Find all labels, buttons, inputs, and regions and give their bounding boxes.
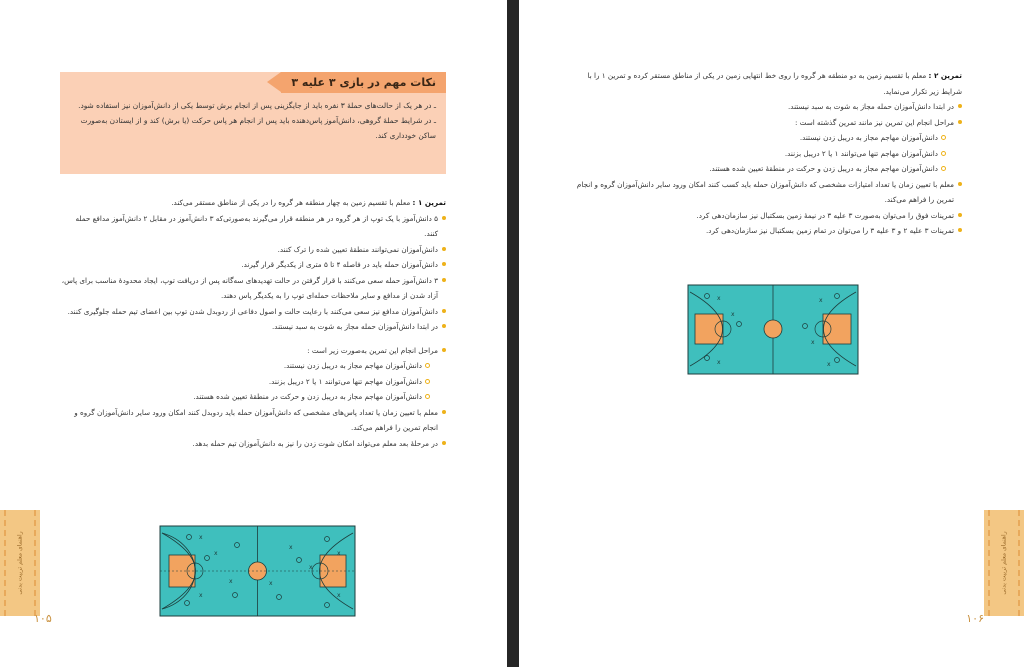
list-item: دانش‌آموزان حمله باید در فاصله ۴ تا ۵ متری از یکدیگر قرار گیرند.: [60, 257, 446, 273]
book-spine: [507, 0, 519, 667]
svg-text:x: x: [229, 578, 233, 585]
svg-text:x: x: [731, 311, 735, 318]
svg-text:x: x: [337, 550, 341, 557]
list-item: دانش‌آموزان مدافع نیز سعی می‌کنند با رعایت حالت و اصول دفاعی از رد‌وبدل شدن توپ بین اعضای تیم حمله جلوگیری کنند.: [60, 304, 446, 320]
list-item: در ابتدا دانش‌آموزان حمله مجاز به شوت به سبد نیستند.: [576, 99, 962, 115]
list-item: معلم با تعیین زمان یا تعداد پاس‌های مشخصی که دانش‌آموزان حمله باید رد‌وبدل کنند امکان ورود سایر دانش‌آموزان گروه و انجام تمرین را فراهم می‌کند.: [60, 405, 446, 436]
side-tab-text: راهنمای معلم تربیت بدنی: [16, 531, 24, 595]
step-item: دانش‌آموزان مهاجم مجاز به دریبل زدن نیستند.: [60, 358, 446, 374]
svg-text:x: x: [717, 295, 721, 302]
page-number: ۱۰۶: [966, 612, 984, 625]
list-item: مراحل انجام این تمرین نیز مانند تمرین گذشته است :: [576, 115, 962, 131]
exercise2-label: تمرین ۲ :: [928, 71, 962, 80]
exercise1-text: [60, 195, 446, 451]
svg-text:x: x: [717, 359, 721, 366]
page-number: ۱۰۵: [34, 612, 52, 625]
list-item: در ابتدا دانش‌آموزان حمله مجاز به شوت به سبد نیستند.: [60, 319, 446, 335]
side-tab: [984, 510, 1024, 616]
list-item: ۵ دانش‌آموز با یک توپ از هر گروه در هر منطقه قرار می‌گیرند به‌صورتی‌که ۳ دانش‌آموز در مقابل ۲ دانش‌آموز مدافع حمله کنند.: [60, 211, 446, 242]
right-page: [519, 0, 1024, 667]
notes-title: نکات مهم در بازی ۳ علیه ۳: [281, 72, 446, 93]
step-item: دانش‌آموزان مهاجم تنها می‌توانند ۱ یا ۲ دریبل بزنند.: [60, 374, 446, 390]
step-item: دانش‌آموزان مهاجم تنها می‌توانند ۱ یا ۲ دریبل بزنند.: [576, 146, 962, 162]
list-item: معلم با تعیین زمان یا تعداد امتیازات مشخصی که دانش‌آموزان حمله باید کسب کنند امکان ورود سایر دانش‌آموزان گروه و انجام تمرین را فراهم می‌کند.: [576, 177, 962, 208]
svg-text:x: x: [827, 361, 831, 368]
svg-text:x: x: [337, 592, 341, 599]
side-tab: [0, 510, 40, 616]
list-item: دانش‌آموزان نمی‌توانند منطقهٔ تعیین شده را ترک کنند.: [60, 242, 446, 258]
svg-text:x: x: [811, 339, 815, 346]
list-item: ۳ دانش‌آموز حمله سعی می‌کنند با قرار گرفتن در حالت تهدیدهای سه‌گانه پس از دریافت توپ، ایجاد محدودهٔ مناسب برای پاس، آزاد شدن از مدافع و سایر ملاحظات حمله‌ای توپ را به یکدیگر پاس دهند.: [60, 273, 446, 304]
basketball-court-diagram: [159, 525, 356, 617]
svg-text:x: x: [214, 550, 218, 557]
exercise2-text: [576, 68, 962, 239]
svg-text:x: x: [309, 564, 313, 571]
side-tab-text: راهنمای معلم تربیت بدنی: [1000, 531, 1008, 595]
note-item: ـ در شرایط حملهٔ گروهی، دانش‌آموز پاس‌دهنده باید پس از انجام هر پاس حرکت (یا برش) کند و از ایستادن به‌صورت ساکن خودداری کند.: [80, 116, 436, 140]
notes-body: [72, 98, 436, 143]
exercise1-intro: تمرین ۱ : معلم با تقسیم زمین به چهار منطقه هر گروه را در یکی از مناطق مستقر می‌کند.: [171, 198, 446, 207]
svg-text:x: x: [819, 297, 823, 304]
exercise1-label: تمرین ۱ :: [412, 198, 446, 207]
step-item: دانش‌آموزان مهاجم مجاز به دریبل زدن و حرکت در منطقهٔ تعیین شده هستند.: [60, 389, 446, 405]
step-item: دانش‌آموزان مهاجم مجاز به دریبل زدن و حرکت در منطقهٔ تعیین شده هستند.: [576, 161, 962, 177]
svg-text:x: x: [199, 592, 203, 599]
note-item: ـ در هر یک از حالت‌های حملهٔ ۳ نفره باید از جایگزینی پس از انجام برش توسط یکی از دانش‌آموزان نیز استفاده شود.: [78, 101, 436, 110]
notes-box: [60, 72, 446, 174]
list-item: تمرینات ۳ علیه ۲ و ۳ علیه ۳ را می‌توان در تمام زمین بسکتبال نیز سازمان‌دهی کرد.: [576, 223, 962, 239]
left-page: [0, 0, 507, 667]
svg-text:x: x: [199, 534, 203, 541]
svg-text:x: x: [269, 580, 273, 587]
svg-text:x: x: [289, 544, 293, 551]
steps-intro: مراحل انجام این تمرین به‌صورت زیر است :: [60, 343, 446, 359]
list-item: تمرینات فوق را می‌توان به‌صورت ۳ علیه ۳ در نیمهٔ زمین بسکتبال نیز سازمان‌دهی کرد.: [576, 208, 962, 224]
list-item: در مرحلهٔ بعد معلم می‌تواند امکان شوت زدن را نیز به دانش‌آموزان تیم حمله بدهد.: [60, 436, 446, 452]
step-item: دانش‌آموزان مهاجم مجاز به دریبل زدن نیستند.: [576, 130, 962, 146]
basketball-court-diagram: [687, 284, 859, 375]
exercise2-intro: تمرین ۲ : معلم با تقسیم زمین به دو منطقه هر گروه را روی خط انتهایی زمین در یکی از مناطق مستقر کرده و تمرین ۱ را با شرایط زیر تکرار می‌نماید.: [587, 71, 962, 96]
